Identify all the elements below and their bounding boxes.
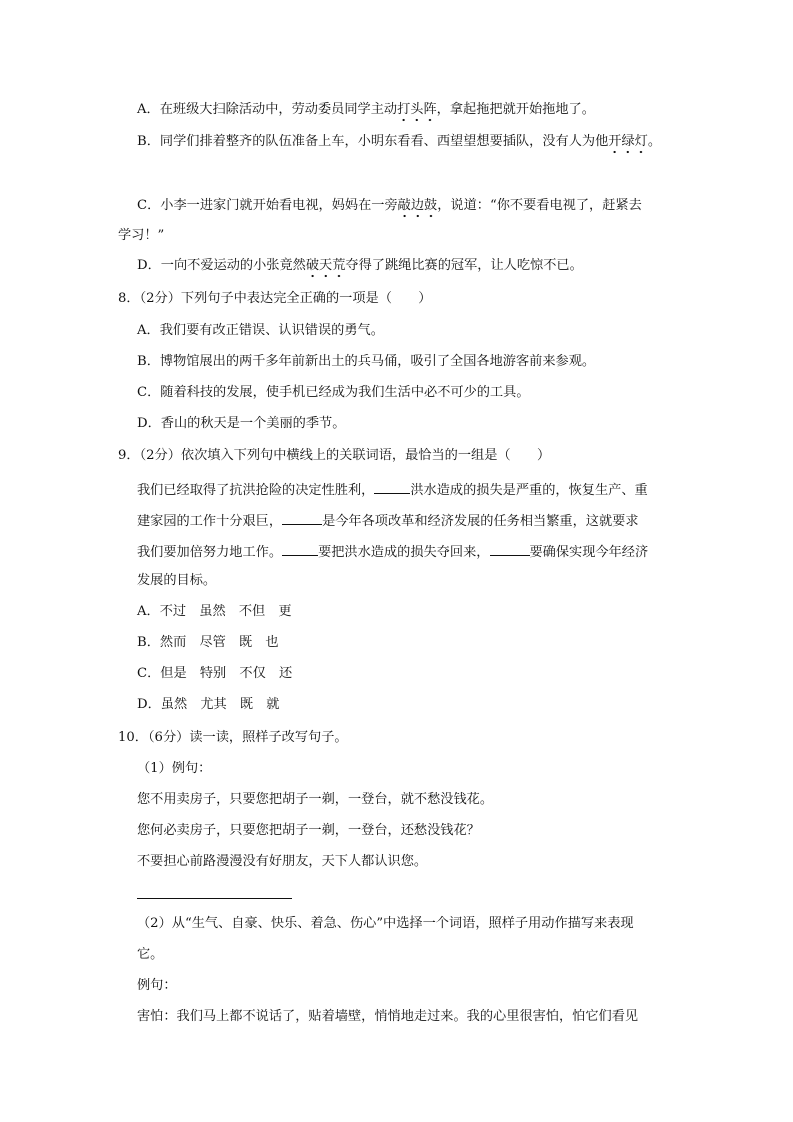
- answer-line[interactable]: [137, 898, 292, 899]
- q10-example-sentence-2: 您何必卖房子，只要您把胡子一剃，一登台，还愁没钱花？: [137, 823, 480, 838]
- q7-option-a-text-end: ，拿起拖把就开始拖地了。: [436, 102, 595, 117]
- q10-example-text: 害怕：我们马上都不说话了，贴着墙壁，悄悄地走过来。我的心里很害怕，怕它们看见: [137, 1009, 639, 1024]
- q9-passage-text: 要确保实现今年经济: [529, 545, 649, 560]
- q7-option-b-text: B．同学们排着整齐的队伍准备上车，小明东看看、西望望想要插队，没有人为他: [137, 134, 609, 149]
- q7-option-c-text-end: ，说道：“你不要看电视了，赶紧去: [437, 198, 642, 213]
- q10-sub2-instruction-continued: 它。: [137, 947, 164, 962]
- q7-option-d-text-end: 夺得了跳绳比赛的冠军，让人吃惊不已。: [345, 258, 583, 273]
- q9-passage-line-1: [137, 479, 648, 500]
- q7-option-c-text: C．小李一进家门就开始看电视，妈妈在一旁: [137, 198, 398, 213]
- q9-passage-text: 是今年各项改革和经济发展的任务相当繁重，这就要求: [322, 514, 639, 529]
- q7-option-b: [137, 133, 661, 151]
- q7-option-d: [137, 257, 583, 275]
- q10-sentence-to-rewrite: 不要担心前路漫漫没有好朋友，天下人都认识您。: [137, 854, 428, 869]
- fill-blank-2[interactable]: [282, 510, 322, 525]
- q7-option-c-continued: 学习！”: [118, 228, 165, 243]
- q10-example-sentence-1: 您不用卖房子，只要您把胡子一剃，一登台，就不愁没钱花。: [137, 792, 494, 807]
- q9-option-a: A．不过 虽然 不但 更: [137, 604, 292, 619]
- q7-option-d-text: D．一向不爱运动的小张竟然: [137, 258, 306, 273]
- q9-passage-text: 洪水造成的损失是严重的，恢复生产、重: [410, 483, 648, 498]
- q8-option-c: C．随着科技的发展，使手机已经成为我们生活中必不可少的工具。: [137, 385, 530, 400]
- q10-example-label: 例句：: [137, 978, 177, 993]
- q7-option-b-text-end: 。: [647, 134, 662, 149]
- q7-option-d-idiom: 破天荒: [306, 258, 346, 278]
- q8-option-b: B．博物馆展出的两千多年前新出土的兵马俑，吸引了全国各地游客前来参观。: [137, 354, 596, 369]
- q10-sub2-instruction: （2）从“生气、自豪、快乐、着急、伤心”中选择一个词语，照样子用动作描写来表现: [137, 916, 634, 931]
- fill-blank-1[interactable]: [374, 479, 410, 494]
- q7-option-c-idiom: 敲边鼓: [398, 198, 438, 218]
- q7-option-c: [137, 197, 642, 215]
- q7-option-a-idiom: 打头阵: [397, 102, 437, 122]
- q9-passage-line-3: [137, 541, 648, 562]
- q8-option-a: A．我们要有改正错误、认识错误的勇气。: [137, 323, 384, 338]
- q9-passage-text: 要把洪水造成的损失夺回来，: [318, 545, 490, 560]
- q9-option-c: C．但是 特别 不仅 还: [137, 666, 293, 681]
- q9-passage-text: 建家园的工作十分艰巨，: [137, 514, 283, 529]
- q7-option-a-text: A．在班级大扫除活动中，劳动委员同学主动: [137, 102, 398, 117]
- q9-option-b: B．然而 尽管 既 也: [137, 635, 279, 650]
- fill-blank-4[interactable]: [490, 541, 530, 556]
- q9-passage-line-2: [137, 510, 639, 531]
- q10-stem: 10．（6分）读一读，照样子改写句子。: [118, 730, 348, 745]
- q9-option-d: D．虽然 尤其 既 就: [137, 697, 280, 712]
- q9-passage-text: 我们已经取得了抗洪抢险的决定性胜利，: [137, 483, 375, 498]
- q10-sub1-label: （1）例句：: [137, 761, 212, 776]
- q7-option-a: [137, 101, 595, 119]
- fill-blank-3[interactable]: [282, 541, 318, 556]
- q8-option-d: D．香山的秋天是一个美丽的季节。: [137, 416, 346, 431]
- q9-passage-line-4: 发展的目标。: [137, 573, 217, 588]
- q8-stem: 8．（2分）下列句子中表达完全正确的一项是（ ）: [118, 291, 432, 306]
- q7-option-b-idiom: 开绿灯: [608, 134, 648, 154]
- q9-stem: 9．（2分）依次填入下列句中横线上的关联词语，最恰当的一组是（ ）: [118, 448, 551, 463]
- q9-passage-text: 我们要加倍努力地工作。: [137, 545, 283, 560]
